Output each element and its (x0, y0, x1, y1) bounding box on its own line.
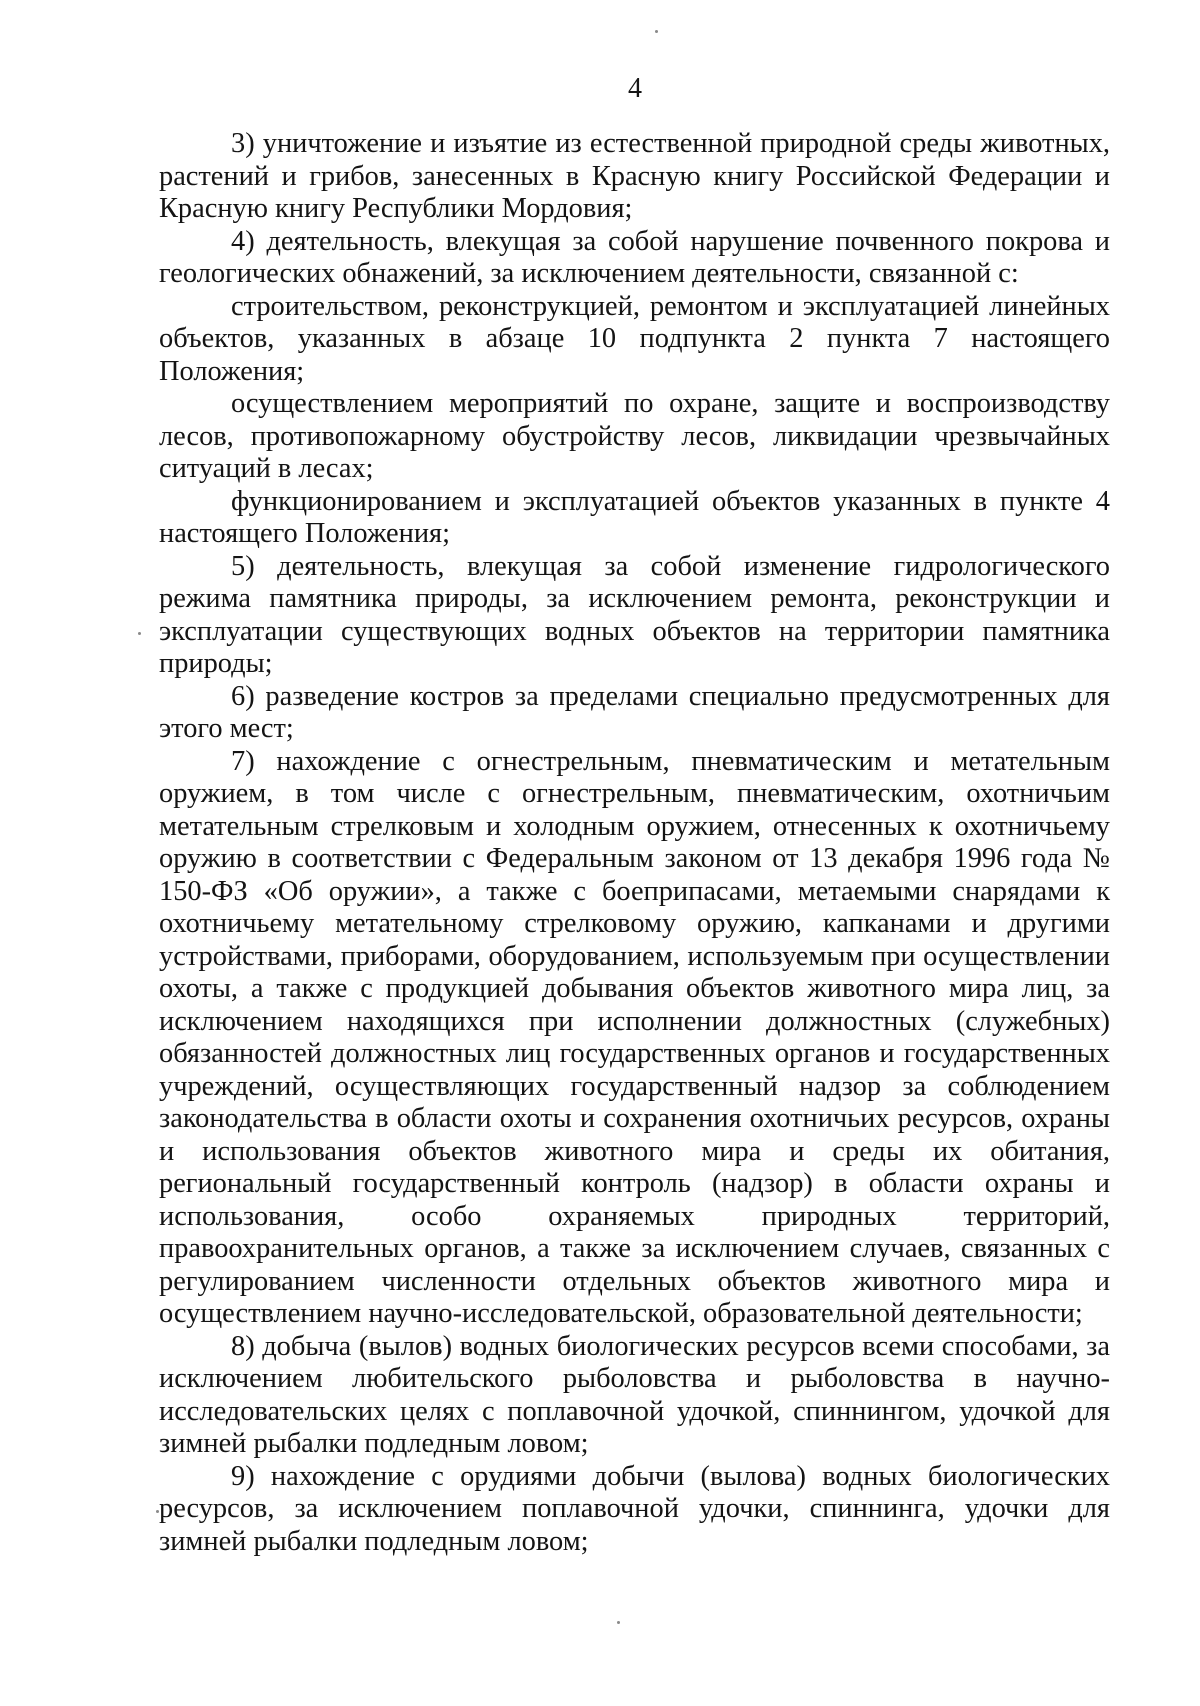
scan-speck (138, 632, 141, 635)
scan-speck (617, 1621, 620, 1624)
paragraph-item-4: 4) деятельность, влекущая за собой нарушение почвенного покрова и геологических обнажений, за исключением деятельности, связанной с: (159, 225, 1110, 289)
page-number: 4 (628, 73, 642, 104)
paragraph-item-4-operation: функционированием и эксплуатацией объектов указанных в пункте 4 настоящего Положения; (159, 485, 1110, 549)
paragraph-item-7: 7) нахождение с огнестрельным, пневматическим и метательным оружием, в том числе с огнестрельным, пневматическим, охотничьим метательным стрелковым и холодным оружием, отнесенных к охотничьему оружию в соответствии с Федеральным законом от 13 декабря 1996 года № 150-ФЗ «Об оружии», а также с боеприпасами, метаемыми снарядами к охотничьему метательному стрелковому оружию, капканами и другими устройствами, приборами, оборудованием, используемым при осуществлении охоты, а также с продукцией добывания объектов животного мира лиц, за исключением находящихся при исполнении должностных (служебных) обязанностей должностных лиц государственных органов и государственных учреждений, осуществляющих государственный надзор за соблюдением законодательства в области охоты и сохранения охотничьих ресурсов, охраны и использования объектов животного мира и среды их обитания, региональный государственный контроль (надзор) в области охраны и использования, особо охраняемых природных территорий, правоохранительных органов, а также за исключением случаев, связанных с регулированием численности отдельных объектов животного мира и осуществлением научно-исследовательской, образовательной деятельности; (159, 745, 1110, 1329)
scan-speck (156, 1510, 159, 1513)
document-body (159, 128, 1110, 1558)
scan-speck (655, 30, 658, 33)
paragraph-item-3: 3) уничтожение и изъятие из естественной природной среды животных, растений и грибов, занесенных в Красную книгу Российской Федерации и Красную книгу Республики Мордовия; (159, 128, 1110, 224)
paragraph-item-8: 8) добыча (вылов) водных биологических ресурсов всеми способами, за исключением любительского рыболовства и рыболовства в научно-исследовательских целях с поплавочной удочкой, спиннингом, удочкой для зимней рыбалки подледным ловом; (159, 1330, 1110, 1459)
paragraph-item-5: 5) деятельность, влекущая за собой изменение гидрологического режима памятника природы, за исключением ремонта, реконструкции и эксплуатации существующих водных объектов на территории памятника природы; (159, 550, 1110, 679)
paragraph-item-9: 9) нахождение с орудиями добычи (вылова) водных биологических ресурсов, за исключением поплавочной удочки, спиннинга, удочки для зимней рыбалки подледным ловом; (159, 1460, 1110, 1557)
paragraph-item-6: 6) разведение костров за пределами специально предусмотренных для этого мест; (159, 680, 1110, 744)
paragraph-item-4-forest-measures: осуществлением мероприятий по охране, защите и воспроизводству лесов, противопожарному обустройству лесов, ликвидации чрезвычайных ситуаций в лесах; (159, 388, 1110, 484)
paragraph-item-4-construction: строительством, реконструкцией, ремонтом и эксплуатацией линейных объектов, указанных в абзаце 10 подпункта 2 пункта 7 настоящего Положения; (159, 290, 1110, 387)
